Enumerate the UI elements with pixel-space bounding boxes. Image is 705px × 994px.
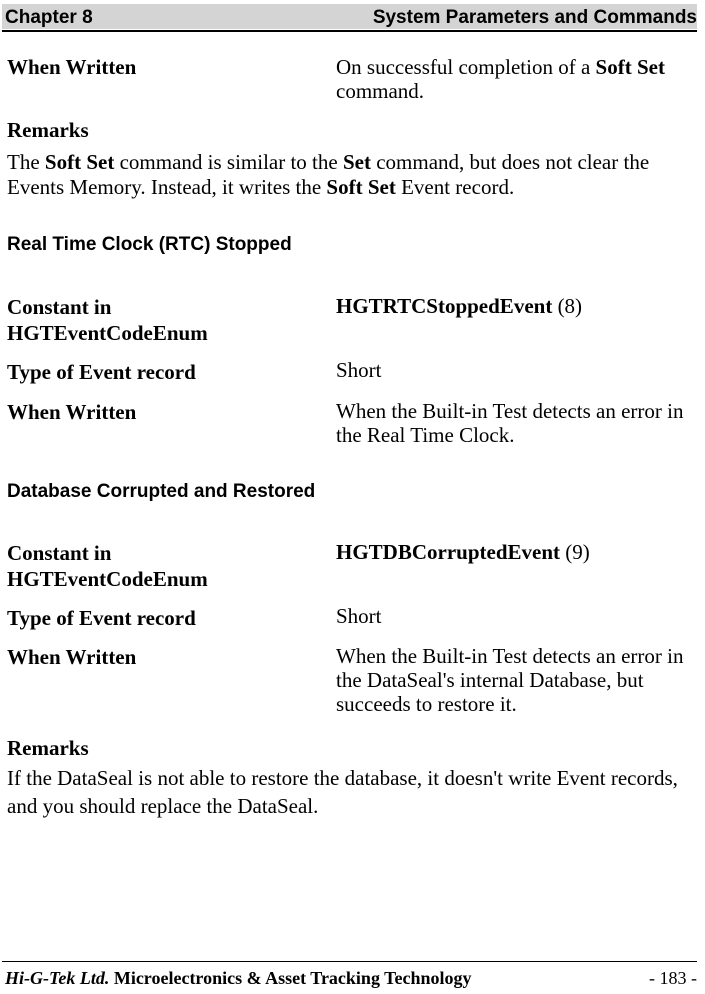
chapter-label: Chapter 8: [5, 7, 93, 28]
rtc-constant-label: Constant in HGTEventCodeEnum: [7, 295, 208, 345]
db-constant-value: HGTDBCorruptedEvent (9): [336, 540, 590, 564]
db-when-written-value: When the Built-in Test detects an error in the DataSeal's internal Database, but succeeds to restore it.: [336, 644, 684, 716]
footer-company: Hi-G-Tek Ltd. Microelectronics & Asset Tracking Technology: [5, 968, 472, 988]
db-heading: Database Corrupted and Restored: [7, 481, 316, 502]
db-remarks-text: If the DataSeal is not able to restore the database, it doesn't write Event records, and you should replace the DataSeal.: [7, 766, 678, 818]
rtc-when-written-label: When Written: [7, 400, 137, 424]
db-constant-label: Constant in HGTEventCodeEnum: [7, 541, 208, 591]
db-remarks-label: Remarks: [7, 736, 89, 760]
header-divider: [2, 30, 697, 32]
soft-set-when-written-value: On successful completion of a Soft Set command.: [336, 55, 665, 103]
db-type-value: Short: [336, 604, 382, 628]
soft-set-remarks-text: The Soft Set command is similar to the Set command, but does not clear the Events Memory. Instead, it writes the Soft Set Event record.: [7, 150, 650, 199]
soft-set-remarks-label: Remarks: [7, 118, 89, 142]
db-type-label: Type of Event record: [7, 606, 196, 630]
page-number: - 183 -: [649, 968, 697, 988]
soft-set-when-written-label: When Written: [7, 55, 137, 79]
rtc-when-written-value: When the Built-in Test detects an error in the Real Time Clock.: [336, 399, 684, 447]
rtc-type-value: Short: [336, 358, 382, 382]
rtc-constant-value: HGTRTCStoppedEvent (8): [336, 294, 583, 318]
rtc-heading: Real Time Clock (RTC) Stopped: [7, 234, 292, 255]
chapter-title: System Parameters and Commands: [372, 7, 697, 28]
rtc-type-label: Type of Event record: [7, 360, 196, 384]
footer-divider: [2, 961, 697, 962]
db-when-written-label: When Written: [7, 645, 137, 669]
